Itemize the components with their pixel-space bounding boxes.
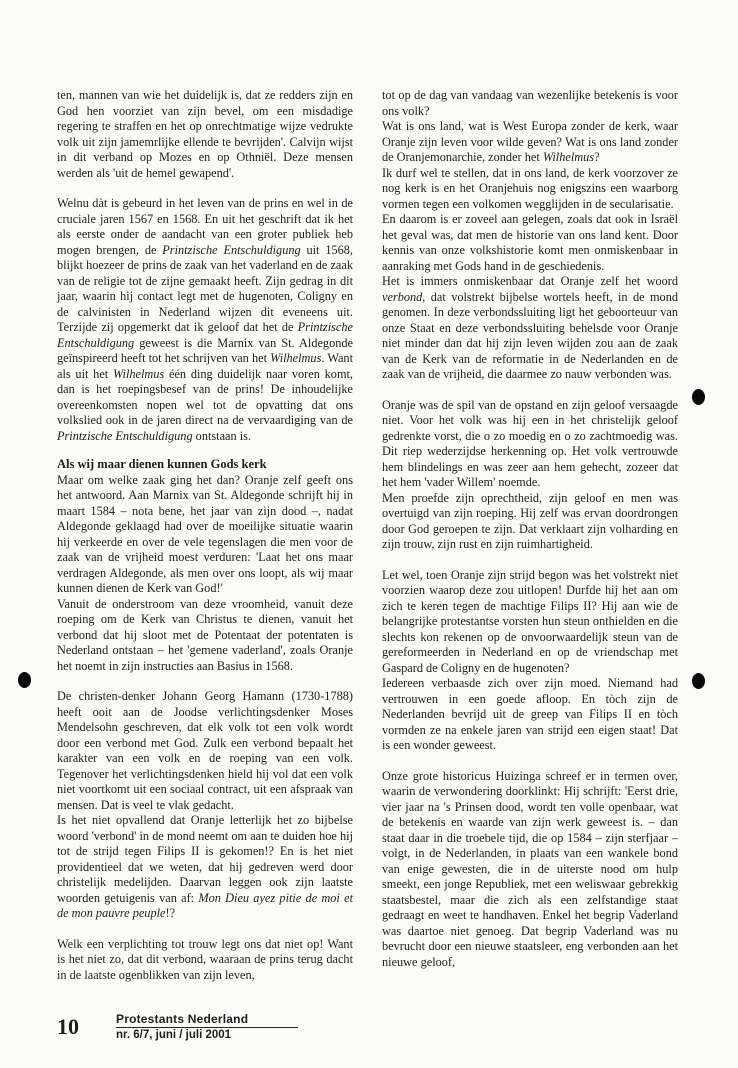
paragraph: Vanuit de onderstroom van deze vroomheid, vanuit deze roeping om de Kerk van Christus te dienen, vanuit het verbond dat hij sloot met de Potentaat der potentaten is Nederland ontstaan – het 'gemene vaderland', zoals Oranje het noemt in zijn instructies aan Basius in 1568. — [57, 596, 353, 673]
paragraph: En daarom is er zoveel aan gelegen, zoals dat ook in Israël het geval was, dat men de historie van ons land kent. Door kennis van onze volkshistorie komt men onmiskenbaar in aanraking met Gods hand in de geschiedenis. — [382, 212, 678, 273]
paragraph: Let wel, toen Oranje zijn strijd begon was het volstrekt niet voorzien waarop deze zou uitlopen! Durfde hij het aan om zich te keren tegen de machtige Filips II? Hij aan wie de belangrijke protestantse vorsten hun steun onthielden en die slechts kon rekenen op de onvoorwaardelijk steun van de gereformeerden in Nederland en op de vriendschap met Gaspard de Coligny en de hugenoten? — [382, 567, 678, 675]
paragraph: Wat is ons land, wat is West Europa zonder de kerk, waar Oranje zijn leven voor wilde geven? Wat is ons land zonder de Oranjemonarchie, zonder het Wilhelmus? — [382, 119, 678, 164]
right-column — [382, 88, 678, 970]
paragraph: Welnu dàt is gebeurd in het leven van de prins en wel in de cruciale jaren 1567 en 1568. En uit het geschrift dat ik het als eerste onder de aandacht van een groter publiek heb mogen brengen, de Printzische Entschuldigung uit 1568, blijkt hoezeer de prins de zaak van het vaderland en de zaak van de religie tot de zijne gemaakt heeft. Zijn gedrag in dit jaar, waarin hij contact legt met de hugenoten, Coligny en de calvinisten in Nederland wijzen dit eveneens uit. Terzijde zij opgemerkt dat ik geloof dat het de Printzische Entschuldigung geweest is die Marnix van St. Aldegonde geïnspireerd heeft tot het schrijven van het Wilhelmus. Want als uit het Wilhelmus één ding duidelijk naar voren komt, dan is het roepingsbesef van de prins! De inhoudelijke overeenkomsten nopen wel tot de opvatting dat ons volkslied ook in de jaren direct na de vervaardiging van de Printzische Entschuldigung ontstaan is. — [57, 196, 354, 443]
paragraph: Maar om welke zaak ging het dan? Oranje zelf geeft ons het antwoord. Aan Marnix van St. Aldegonde schrijft hij in maart 1584 – nota bene, het jaar van zijn dood –, nadat Aldegonde geklaagd had over de moeilijke situatie waarin hij verkeerde en over de vele tegenslagen die men voor de zaak van de vrijheid moest verduren: 'Laat het ons maar verdragen Aldegonde, als men over ons loopt, als wij maar kunnen dienen de Kerk van God!' — [57, 472, 353, 595]
binder-hole-mark — [692, 389, 705, 405]
paragraph: Men proefde zijn oprechtheid, zijn geloof en men was overtuigd van zijn roeping. Hij zelf was ervan doordrongen door God geroepen te zijn. Dat verklaart zijn volharding en zijn trouw, zijn rust en zijn ruimhartigheid. — [382, 490, 678, 551]
paragraph: Onze grote historicus Huizinga schreef er in termen over, waarin de verwondering doorklinkt: Hij schrijft: 'Eerst drie, vier jaar na 's Prinsen dood, wordt ten volle openbaar, wat de betekenis en waarde van zijn werk geweest is. – dan staat daar in die troebele tijd, die op 1584 – zijn sterfjaar – volgt, in de Nederlanden, in plaats van een wankele bond van enige gewesten, die in de uiterste nood om hulp smeekt, een jonge Republiek, met een weliswaar gebrekkig staatsbestel, maar die zich als een zelfstandige staat gedraagt en weet te handhaven. Enkel het begrip Vaderland was daartoe niet genoeg. Dat begrip Vaderland was nu bevrucht door een nieuwe staatsleer, eng verbonden aan het nieuwe geloof, — [382, 768, 678, 969]
binder-hole-mark — [692, 673, 705, 689]
paragraph: ten, mannen van wie het duidelijk is, dat ze redders zijn en God hen voorziet van zijn bevel, om een misdadige regering te straffen en het op onrechtmatige wijze vedrukte volk uit zijn jamemrlijke ellende te bevrijden'. Calvijn wijst in dit verband op Mozes en op Othniël. Deze mensen werden als 'uit de hemel gewapend'. — [57, 88, 353, 180]
paragraph: Iedereen verbaasde zich over zijn moed. Niemand had vertrouwen in een goede afloop. En tòch zijn de Nederlanden bevrijd uit de greep van Filips II en tòch vormden ze na enkele jaren van strijd een eigen staat! Dat is een wonder geweest. — [382, 676, 678, 752]
footer-rule — [116, 1027, 298, 1028]
binder-hole-mark — [18, 672, 31, 688]
section-heading: Als wij maar dienen kunnen Gods kerk — [57, 457, 267, 471]
paragraph: Welk een verplichting tot trouw legt ons dat niet op! Want is het niet zo, dat dit verbond, waaraan de prins terug dacht in de laatste ogenblikken van zijn leven, — [57, 936, 353, 982]
publication-name: Protestants Nederland — [116, 1012, 249, 1026]
publication-info — [116, 1012, 298, 1041]
paragraph: De christen-denker Johann Georg Hamann (1730-1788) heeft ooit aan de Joodse verlichtingsdenker Moses Mendelsohn geschreven, dat elk volk tot een volk wordt door een verbond met God. Zulk een verbond bepaalt het karakter van een volk en de roeping van een volk. Tegenover het verlichtingsdenken hield hij vol dat een volk niet voortkomt uit een sociaal contract, uit een afspraak van mensen. Dat is veel te vlak gedacht. — [57, 689, 353, 812]
issue-info: nr. 6/7, juni / juli 2001 — [116, 1029, 232, 1041]
paragraph: tot op de dag van vandaag van wezenlijke betekenis is voor ons volk? — [382, 88, 678, 118]
left-column — [57, 88, 353, 983]
page-number: 10 — [57, 1014, 79, 1039]
paragraph: Ik durf wel te stellen, dat in ons land, de kerk voorzover ze nog kerk is en het Oranjehuis nog enigszins een waarborg vormen tegen een volkomen wegglijden in de secularisatie. — [382, 165, 678, 211]
paragraph: Oranje was de spil van de opstand en zijn geloof versaagde niet. Voor het volk was hij een in het christelijk geloof gedrenkte vorst, die o zo moedig en o zo zachtmoedig was. Dit riep wederzijdse herkenning op. Het volk vertrouwde hem blindelings en was zeer aan hem gehecht, zozeer dat het hem 'vader Willem' noemde. — [382, 397, 678, 489]
paragraph: Het is immers onmiskenbaar dat Oranje zelf het woord verbond, dat volstrekt bijbelse wortels heeft, in de mond genomen. In deze verbondssluiting ligt het geboorteuur van onze Staat en deze verbondssluiting behelsde voor Oranje niet minder dan dat hij zijn leven wijden zou aan de zaak van de Kerk van de reformatie in de Nederlanden en de zaak van de vrijheid, die daarmee zo nauw verbonden was. — [382, 274, 678, 381]
paragraph: Is het niet opvallend dat Oranje letterlijk het zo bijbelse woord 'verbond' in de mond neemt om aan te duiden hoe hij tot de strijd tegen Filips II is gekomen!? En is het niet providentieel dat we weten, dat hij gedreven werd door christelijk medelijden. Daarvan leggen ook zijn laatste woorden getuigenis van af: Mon Dieu ayez pitie de moi et de mon pauvre peuple!? — [57, 813, 353, 920]
